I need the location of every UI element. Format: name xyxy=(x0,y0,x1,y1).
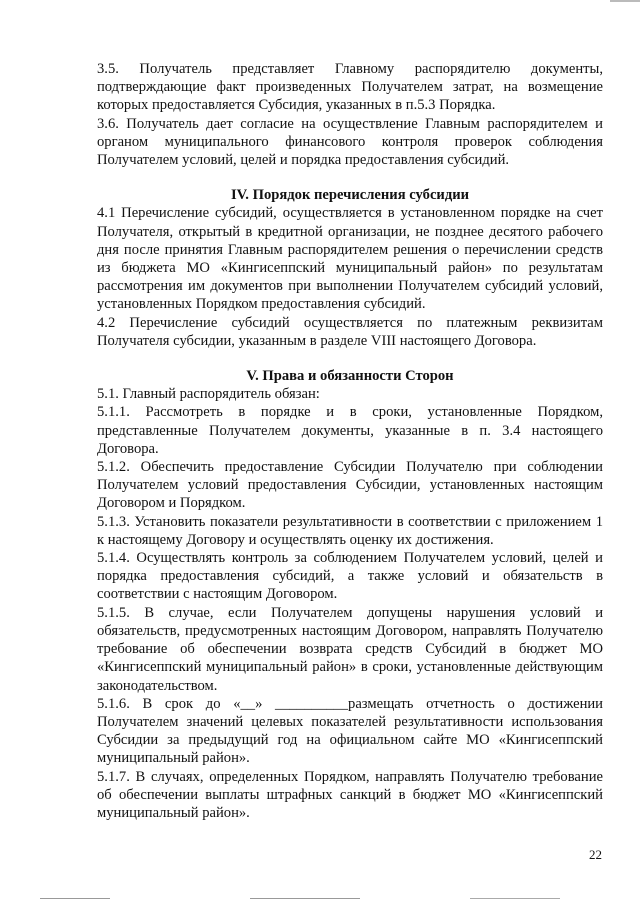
paragraph-5-1-5: 5.1.5. В случае, если Получателем допущены нарушения условий и обязательств, предусмотренных настоящим Договором, направлять Получателю требование об обеспечении возврата средств Субсидий в бюджет МО «Кингисеппский муниципальный район» в сроки, установленные действующим законодательством. xyxy=(97,604,603,694)
paragraph-5-1-3: 5.1.3. Установить показатели результативности в соответствии с приложением 1 к настоящему Договору и осуществлять оценку их достижения. xyxy=(97,513,603,548)
paragraph-5-1-7: 5.1.7. В случаях, определенных Порядком, направлять Получателю требование об обеспечении выплаты штрафных санкций в бюджет МО «Кингисеппский муниципальный район». xyxy=(97,768,603,821)
page-number: 22 xyxy=(589,847,602,862)
section-4-heading: IV. Порядок перечисления субсидии xyxy=(230,187,470,204)
paragraph-4-2: 4.2 Перечисление субсидий осуществляется по платежным реквизитам Получателя субсидии, указанным в разделе VIII настоящего Договора. xyxy=(97,314,603,349)
paragraph-5-1-6: 5.1.6. В срок до «__» __________размещать отчетность о достижении Получателем значений целевых показателей результативности использования Субсидии за предыдущий год на официальном сайте МО «Кингисеппский муниципальный район». xyxy=(97,695,603,767)
paragraph-5-1: 5.1. Главный распорядитель обязан: xyxy=(97,386,320,403)
scan-bottom-mark xyxy=(0,898,640,899)
section-5-heading: V. Права и обязанности Сторон xyxy=(246,368,454,385)
document-page xyxy=(97,60,603,822)
paragraph-3-6: 3.6. Получатель дает согласие на осуществление Главным распорядителем и органом муниципального финансового контроля проверок соблюдения Получателем условий, целей и порядка предоставления субсидий. xyxy=(97,115,603,169)
paragraph-5-1-1: 5.1.1. Рассмотреть в порядке и в сроки, установленные Порядком, представленные Получателем документы, указанные в п. 3.4 настоящего Договора. xyxy=(97,404,603,457)
paragraph-5-1-2: 5.1.2. Обеспечить предоставление Субсидии Получателю при соблюдении Получателем условий предоставления Субсидии, установленных настоящим Договором и Порядком. xyxy=(97,459,603,512)
paragraph-5-1-4: 5.1.4. Осуществлять контроль за соблюдением Получателем условий, целей и порядка предоставления субсидий, а также условий и обязательств в соответствии с настоящим Договором. xyxy=(97,550,603,603)
paragraph-4-1: 4.1 Перечисление субсидий, осуществляется в установленном порядке на счет Получателя, открытый в кредитной организации, не позднее десятого рабочего дня после принятия Главным распорядителем решения о перечислении средств из бюджета МО «Кингисеппский муниципальный район» по результатам рассмотрения им документов при выполнении Получателем субсидий условий, установленных Порядком предоставления субсидий. xyxy=(97,205,603,313)
scan-edge-mark xyxy=(610,0,640,2)
paragraph-3-5: 3.5. Получатель представляет Главному распорядителю документы, подтверждающие факт произведенных Получателем затрат, на возмещение которых предоставляется Субсидия, указанных в п.5.3 Порядка. xyxy=(97,61,603,114)
